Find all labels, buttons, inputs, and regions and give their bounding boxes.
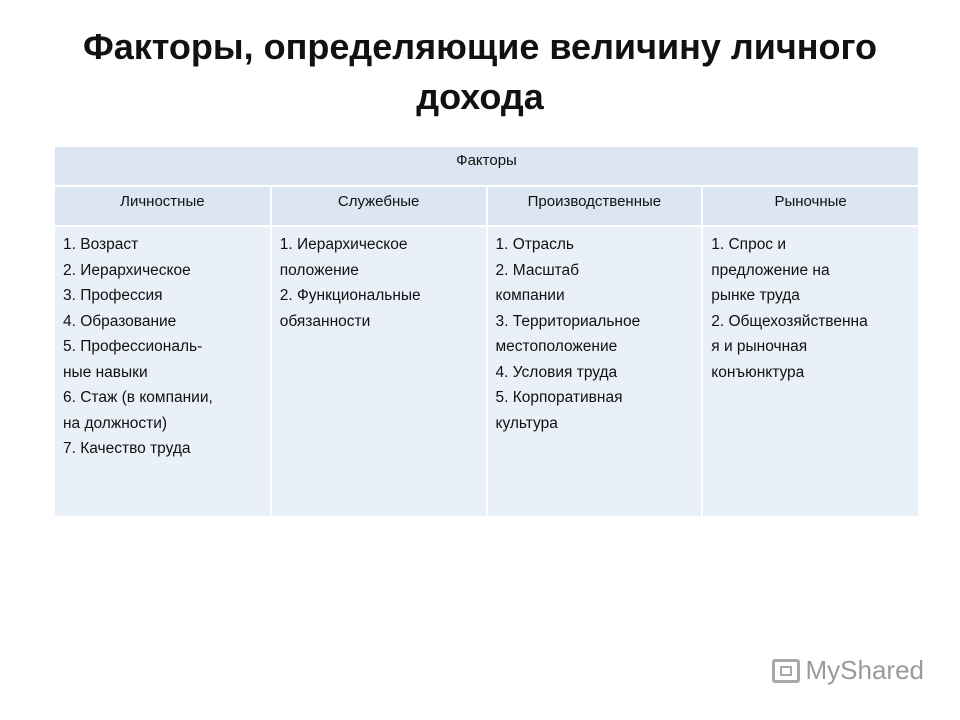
- myshared-logo-icon: [772, 659, 800, 683]
- list-item: 6. Стаж (в компании,: [63, 389, 213, 406]
- list-item: 2. Функциональные: [279, 287, 421, 304]
- list-item: ные навыки: [63, 363, 148, 381]
- list-item: компании: [495, 287, 565, 304]
- column-service-items: [271, 226, 487, 516]
- column-header-production: Производственные: [487, 186, 703, 226]
- watermark-text: MyShared: [805, 655, 924, 685]
- column-personal-items: [55, 226, 271, 516]
- factors-table: [55, 147, 918, 516]
- list-item: 2. Масштаб: [495, 261, 580, 279]
- list-item: конъюнктура: [711, 363, 805, 381]
- list-item: я и рыночная: [711, 338, 808, 355]
- list-item: 7. Качество труда: [63, 440, 191, 457]
- list-item: культура: [495, 414, 558, 432]
- table-header: Факторы: [55, 147, 918, 186]
- column-header-personal: Личностные: [55, 186, 271, 226]
- slide-title: Факторы, определяющие величину личного дохода: [82, 26, 878, 117]
- list-item: предложение на: [711, 261, 830, 279]
- list-item: 5. Корпоративная: [495, 389, 623, 406]
- list-item: 5. Профессиональ-: [63, 338, 203, 355]
- list-item: 1. Возраст: [63, 236, 139, 253]
- list-item: на должности): [63, 414, 168, 432]
- list-item: положение: [279, 261, 359, 279]
- column-market-items: [702, 226, 918, 516]
- list-item: местоположение: [495, 338, 618, 355]
- myshared-watermark: [772, 655, 925, 686]
- list-item: рынке труда: [711, 287, 800, 304]
- list-item: 3. Профессия: [63, 287, 163, 304]
- list-item: 2. Общехозяйственна: [711, 312, 868, 330]
- list-item: 2. Иерархическое: [63, 261, 191, 279]
- column-header-service: Служебные: [271, 186, 487, 226]
- list-item: 1. Отрасль: [495, 236, 574, 253]
- list-item: 4. Образование: [63, 312, 177, 330]
- list-item: обязанности: [279, 312, 371, 330]
- list-item: 3. Территориальное: [495, 312, 641, 330]
- column-header-market: Рыночные: [702, 186, 918, 226]
- list-item: 1. Спрос и: [711, 236, 787, 253]
- column-production-items: [487, 226, 703, 516]
- list-item: 1. Иерархическое: [279, 236, 408, 253]
- list-item: 4. Условия труда: [495, 363, 618, 381]
